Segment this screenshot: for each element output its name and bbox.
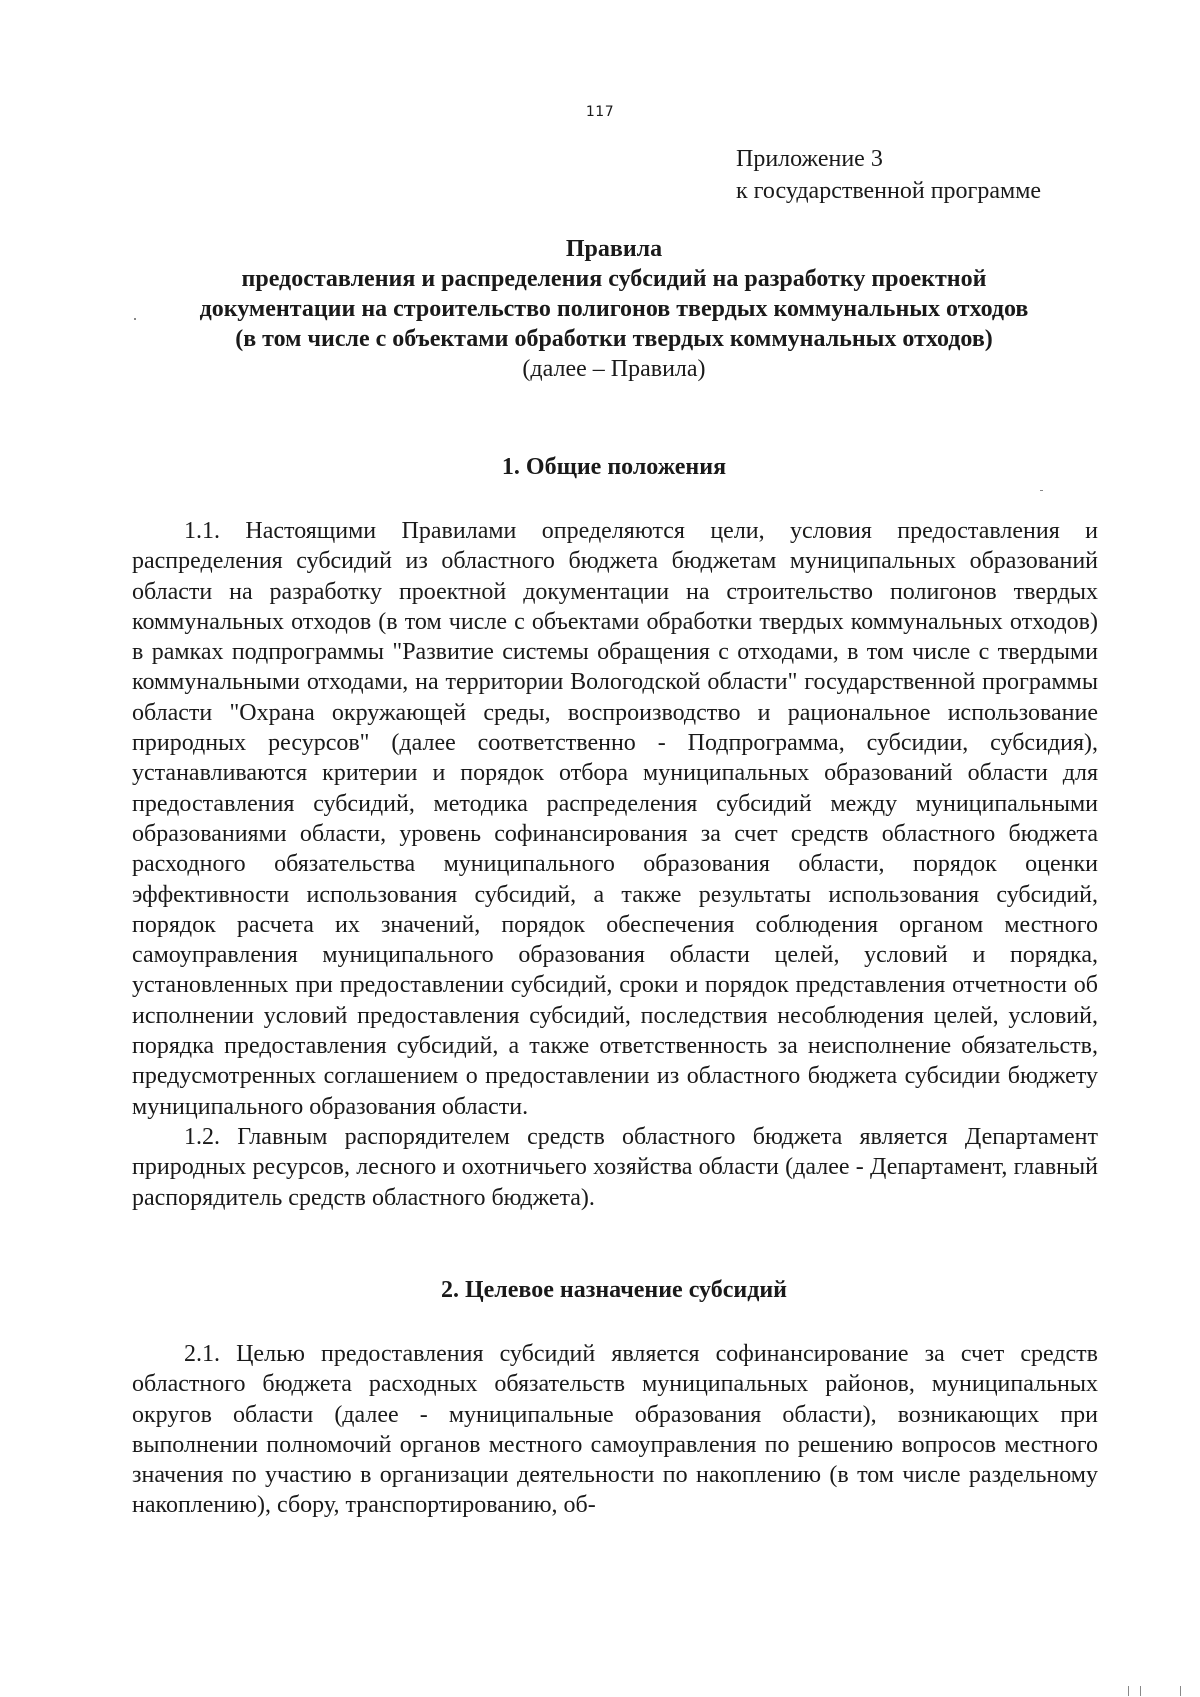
title-heading: Правила <box>565 236 663 262</box>
appendix-note <box>736 143 1041 207</box>
page-number: 117 <box>585 104 615 120</box>
scan-speck <box>1040 490 1043 491</box>
scan-edge-mark <box>1140 1686 1141 1696</box>
paragraph-2-1: 2.1. Целью предоставления субсидий является софинансирование за счет средств областного бюджета расходных обязательств муниципальных районов, муниципальных округов области (далее - муниципальные образования области), возникающих при выполнении полномочий органов местного самоуправления по решению вопросов местного значения по участию в организации деятельности по накоплению (в том числе раздельному накоплению), сбору, транспортированию, об- <box>132 1341 1098 1519</box>
scan-edge-mark <box>1128 1686 1129 1696</box>
section-heading-general: 1. Общие положения <box>501 454 727 480</box>
title-line-2: документации на строительство полигонов твердых коммунальных отходов <box>199 296 1029 322</box>
paragraph-1-1: 1.1. Настоящими Правилами определяются цели, условия предоставления и распределения субсидий из областного бюджета бюджетам муниципальных образований области на разработку проектной документации на строительство полигонов твердых коммунальных отходов (в том числе с объектами обработки твердых коммунальных отходов) в рамках подпрограммы "Развитие системы обращения с отходами, в том числе с твердыми коммунальными отходами, на территории Вологодской области" государственной программы области "Охрана окружающей среды, воспроизводство и рациональное использование природных ресурсов" (далее соответственно - Подпрограмма, субсидии, субсидия), устанавливаются критерии и порядок отбора муниципальных образований области для предоставления субсидий, методика распределения субсидий между муниципальными образованиями области, уровень софинансирования за счет средств областного бюджета расходного обязательства муниципального образования области, порядок оценки эффективности использования субсидий, а также результаты использования субсидий, порядок расчета их значений, порядок обеспечения соблюдения органом местного самоуправления муниципального образования области целей, условий и порядка, установленных при предоставлении субсидий, сроки и порядок представления отчетности об исполнении условий предоставления субсидий, последствия несоблюдения целей, условий, порядка предоставления субсидий, а также ответственность за неисполнение обязательств, предусмотренных соглашением о предоставлении из областного бюджета субсидии бюджету муниципального образования области. <box>132 518 1098 1120</box>
document-title <box>130 234 1098 384</box>
appendix-line-1: Приложение 3 <box>736 146 883 172</box>
section-body-general <box>132 516 1098 1213</box>
section-heading-purpose: 2. Целевое назначение субсидий <box>440 1277 788 1303</box>
appendix-line-2: к государственной программе <box>736 178 1042 204</box>
title-line-3: (в том числе с объектами обработки твердых коммунальных отходов) <box>235 326 993 352</box>
scan-edge-mark <box>1180 1686 1181 1696</box>
scan-speck <box>134 318 136 320</box>
title-line-1: предоставления и распределения субсидий на разработку проектной <box>241 266 987 292</box>
section-body-purpose <box>132 1339 1098 1521</box>
title-line-4: (далее – Правила) <box>522 356 706 382</box>
paragraph-1-2: 1.2. Главным распорядителем средств областного бюджета является Департамент природных ресурсов, лесного и охотничьего хозяйства области (далее - Департамент, главный распорядитель средств областного бюджета). <box>132 1123 1098 1211</box>
